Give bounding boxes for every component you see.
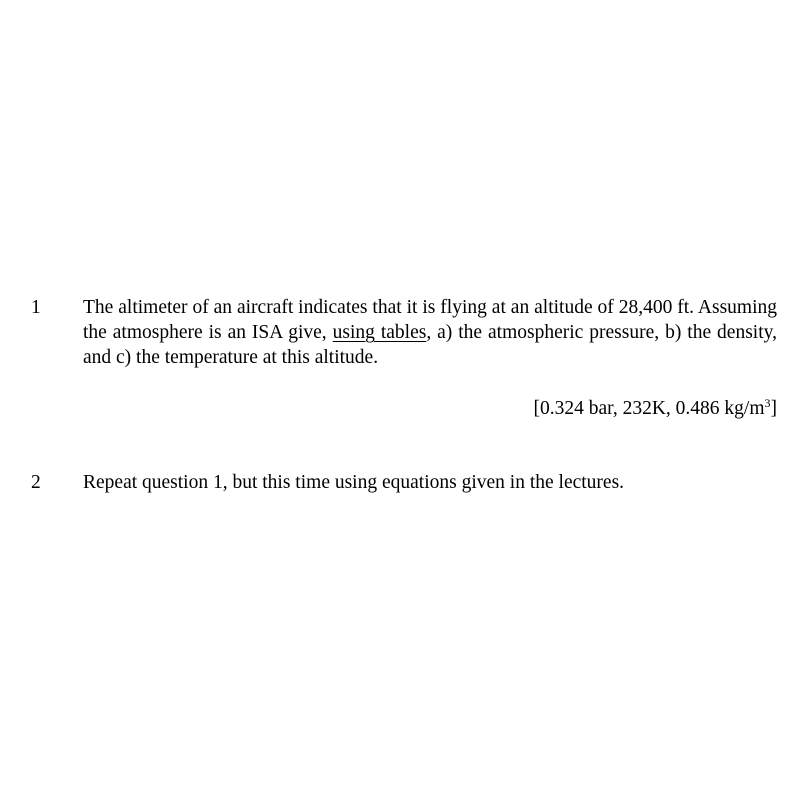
question-1-text-before: The altimeter of an aircraft indicates that it is flying at an altitude of 28,400 ft. Assuming the atmosphere is an ISA give, [83,297,777,343]
answer-prefix: [0.324 bar, 232K, 0.486 kg/m [533,398,765,419]
answer-superscript: 3 [764,396,771,410]
question-1-text-after: , a) the atmospheric pressure, b) the density, and c) the temperature at this altitude. [83,322,777,368]
question-1-underlined-phrase: using tables [332,322,427,343]
question-2-text: Repeat question 1, but this time using equations given in the lectures. [83,472,625,493]
answer-suffix: ] [770,398,777,419]
question-1-text [83,295,777,370]
question-1-number: 1 [31,297,41,318]
question-1-answer [533,396,777,421]
question-2-number: 2 [31,472,41,493]
